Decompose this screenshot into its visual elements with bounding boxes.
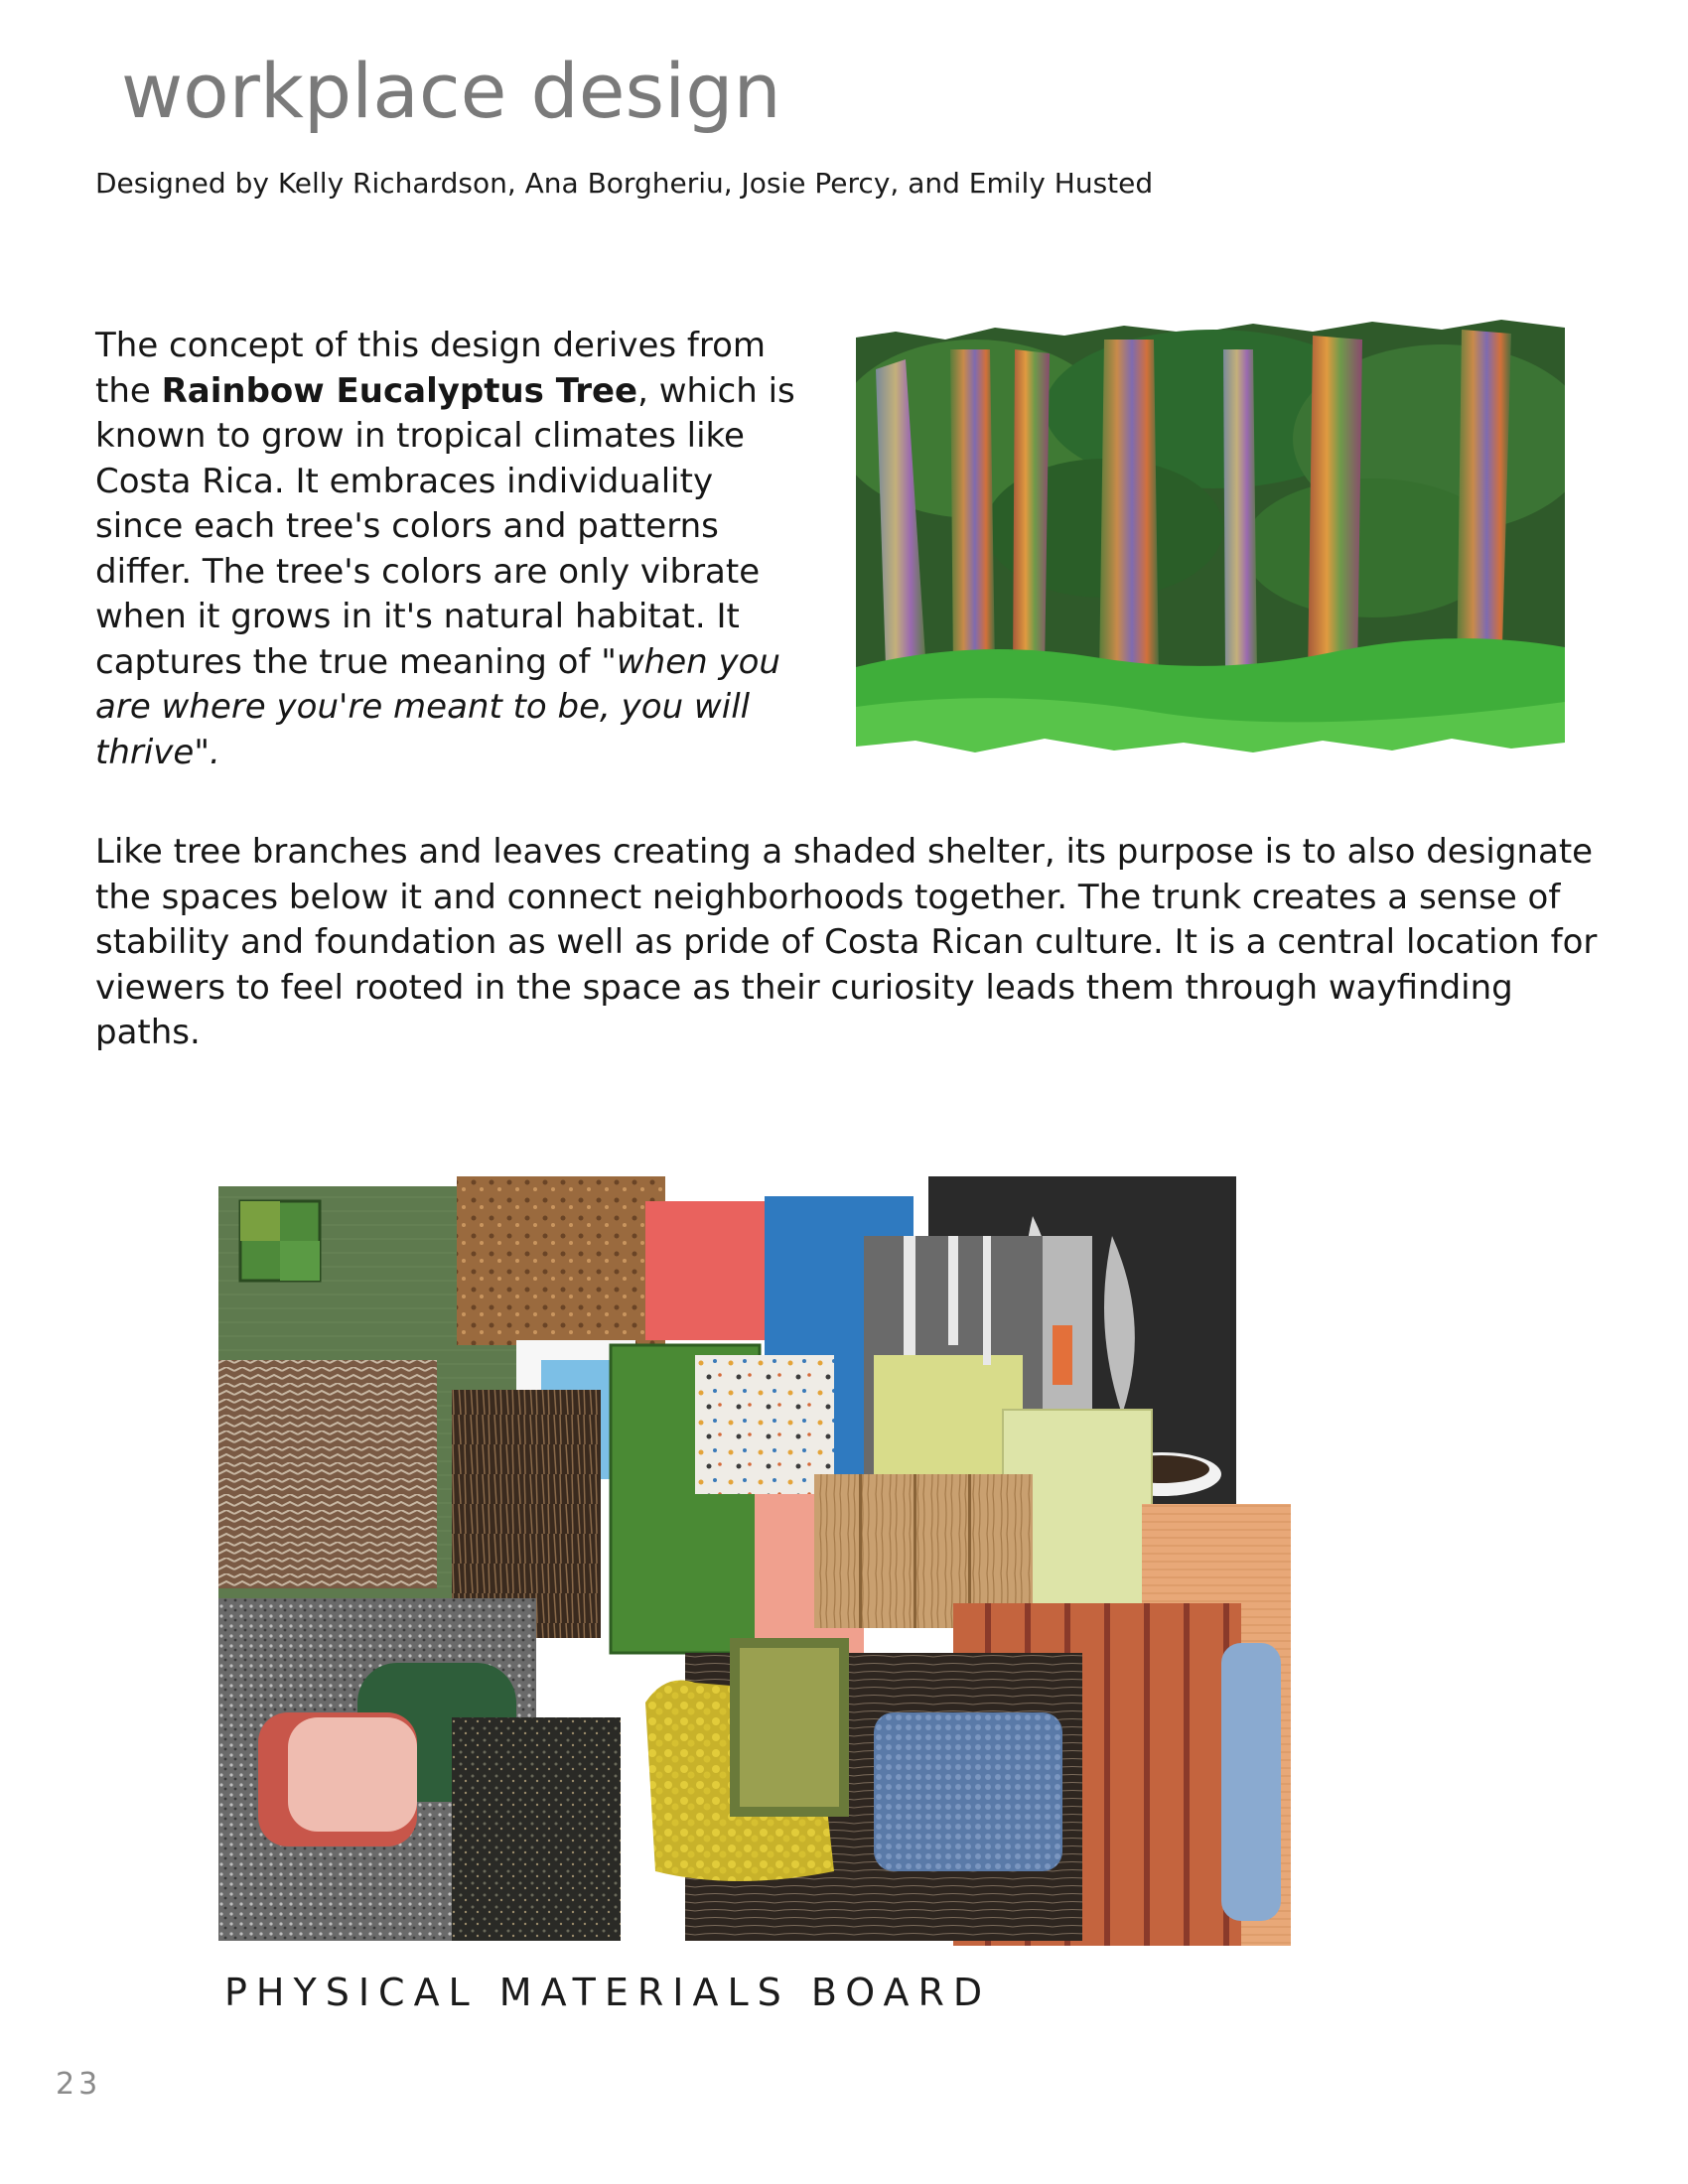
purpose-paragraph: Like tree branches and leaves creating a shaded shelter, its purpose is to also designate the spaces below it and connect neighborhoods together. The trunk creates a sense of stability and foundation as well as pride of Costa Rican culture. It is a central location for viewers to feel rooted in the space as their curiosity leads them through wayfinding paths. [95,832,1598,1052]
concept-text-middle: , which is known to grow in tropical climates like Costa Rica. It embraces individuality since each tree's colors and patterns differ. The tree's colors are only vibrate when it grows in it's natural habitat. It captures the true meaning of " [95,370,795,682]
concept-text-start: The concept of this design derives from the [95,326,767,411]
page-title: workplace design [121,47,781,135]
materials-board-caption: PHYSICAL MATERIALS BOARD [224,1971,992,2014]
design-credits: Designed by Kelly Richardson, Ana Borgheriu, Josie Percy, and Emily Husted [95,167,1154,200]
tree-name: Rainbow Eucalyptus Tree [161,370,638,411]
page-number: 23 [56,2067,102,2102]
materials-board-photo [218,1176,1425,1946]
concept-quote: when you are where you're meant to be, you will thrive". [95,641,780,772]
rainbow-eucalyptus-photo [856,310,1565,776]
concept-paragraph [95,324,810,775]
